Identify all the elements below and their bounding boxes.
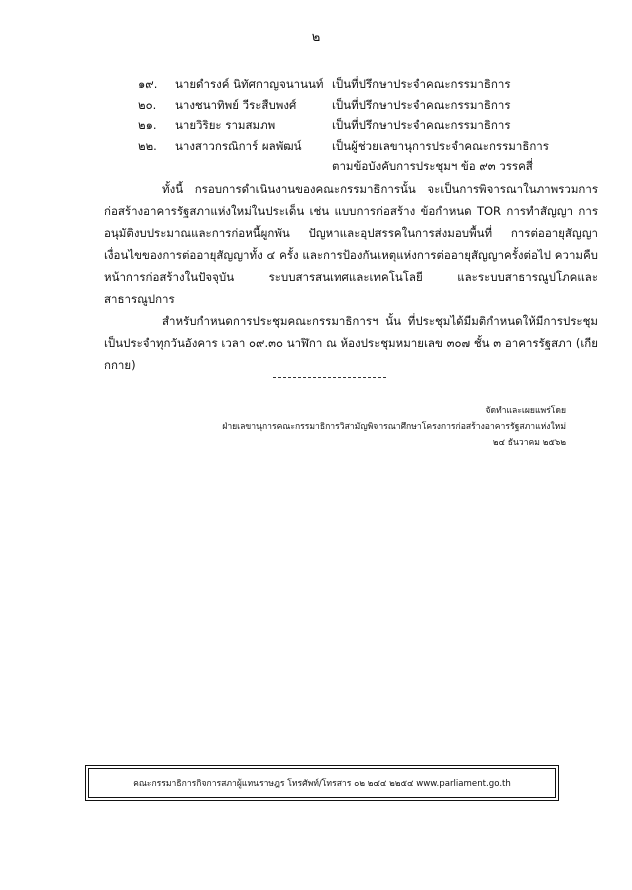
footer-box [85, 765, 559, 801]
member-name: นางสาวกรณิการ์ ผลพัฒน์ [175, 138, 302, 153]
list-item [138, 95, 598, 116]
member-role: เป็นที่ปรึกษาประจำคณะกรรมาธิการ [332, 97, 511, 112]
dashed-divider [273, 377, 386, 378]
list-item [138, 115, 598, 136]
member-name: นายวิริยะ รามสมภพ [175, 118, 276, 132]
signature-date: ๒๔ ธันวาคม ๒๕๖๒ [492, 438, 566, 448]
member-name: นางชนาทิพย์ วีระสืบพงศ์ [175, 97, 297, 112]
member-role: เป็นที่ปรึกษาประจำคณะกรรมาธิการ [332, 118, 511, 132]
member-number: ๒๑. [138, 118, 157, 132]
page-number: ๒ [311, 30, 321, 45]
list-item [138, 136, 598, 157]
body-text [104, 178, 598, 376]
signature-block [222, 403, 566, 451]
member-number: ๒๐. [138, 97, 157, 112]
list-item [138, 74, 598, 95]
member-name: นายดำรงค์ นิทัศกาญจนานนท์ [175, 77, 324, 91]
member-note-row [138, 156, 598, 176]
member-role: เป็นที่ปรึกษาประจำคณะกรรมาธิการ [332, 77, 511, 91]
member-number: ๒๒. [138, 138, 157, 153]
member-number: ๑๙. [138, 77, 158, 91]
member-role: เป็นผู้ช่วยเลขานุการประจำคณะกรรมาธิการ [332, 138, 549, 153]
signature-published-by: จัดทำและเผยแพร่โดย [485, 406, 566, 416]
signature-department: ฝ่ายเลขานุการคณะกรรมาธิการวิสามัญพิจารณาศึกษาโครงการก่อสร้างอาคารรัฐสภาแห่งใหม่ [222, 422, 566, 432]
member-list [138, 74, 598, 176]
paragraph-schedule: สำหรับกำหนดการประชุมคณะกรรมาธิการฯ นั้น ที่ประชุมได้มีมติกำหนดให้มีการประชุมเป็นประจำทุกวันอังคาร เวลา ๐๙.๓๐ นาฬิกา ณ ห้องประชุมหมายเลข ๓๐๗ ชั้น ๓ อาคารรัฐสภา (เกียกกาย) [104, 314, 598, 372]
footer-contact: คณะกรรมาธิการกิจการสภาผู้แทนราษฎร โทรศัพท์/โทรสาร ๐๒ ๒๔๔ ๒๒๕๔ www.parliament.go.th [133, 779, 511, 789]
spacer [138, 156, 332, 176]
paragraph-scope: ทั้งนี้ กรอบการดำเนินงานของคณะกรรมาธิการนั้น จะเป็นการพิจารณาในภาพรวมการก่อสร้างอาคารรัฐสภาแห่งใหม่ในประเด็น เช่น แบบการก่อสร้าง ข้อกำหนด TOR การทำสัญญา การอนุมัติงบประมาณและการก่อหนี้ผูกพัน ปัญหาและอุปสรรคในการส่งมอบพื้นที่ การต่ออายุสัญญา เงื่อนไขของการต่ออายุสัญญาทั้ง ๔ ครั้ง และการป้องกันเหตุแห่งการต่ออายุสัญญาครั้งต่อไป ความคืบหน้าการก่อสร้างในปัจจุบัน ระบบสารสนเทศและเทคโนโลยี และระบบสาธารณูปโภคและสาธารณูปการ [104, 182, 598, 306]
member-note: ตามข้อบังคับการประชุมฯ ข้อ ๙๓ วรรคสี่ [332, 159, 533, 173]
